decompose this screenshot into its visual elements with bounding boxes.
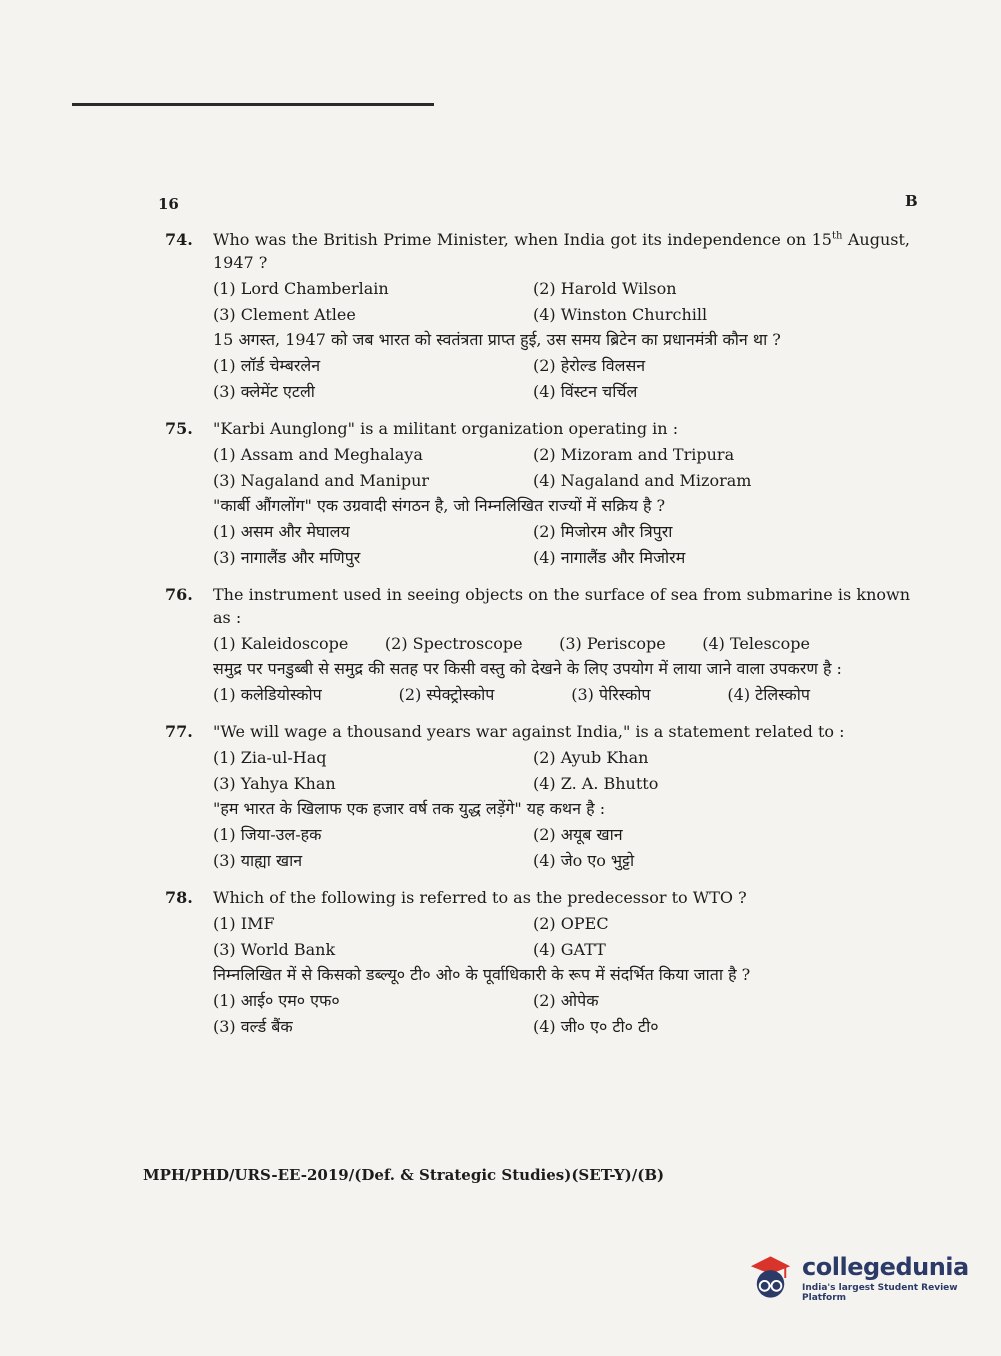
options-hi (165, 823, 910, 872)
option: (3) World Bank (213, 940, 336, 959)
option: (3) Nagaland and Manipur (213, 471, 430, 490)
logo-tagline: India's largest Student Review Platform (802, 1283, 958, 1303)
top-rule (72, 103, 434, 106)
option: (1) Lord Chamberlain (213, 279, 389, 298)
collegedunia-watermark (745, 1252, 1001, 1304)
option: (3) पेरिस्कोप (571, 685, 651, 704)
question-74 (165, 228, 910, 403)
logo-name: collegedunia (802, 1253, 969, 1281)
option: (2) अयूब खान (533, 825, 623, 844)
question-list (165, 228, 910, 1052)
question-text-en: "Karbi Aunglong" is a militant organization operating in : (213, 419, 679, 438)
option: (1) Zia-ul-Haq (213, 748, 327, 767)
question-77 (165, 720, 910, 872)
option: (3) याह्या खान (213, 851, 303, 870)
options-en (165, 443, 910, 492)
question-number: 77. (165, 722, 193, 741)
option: (4) जेo एo भुट्टो (533, 851, 635, 870)
option: (1) Assam and Meghalaya (213, 445, 423, 464)
question-text-hi: निम्नलिखित में से किसको डब्ल्यू० टी० ओ० के पूर्वाधिकारी के रूप में संदर्भित किया जाता है ? (213, 965, 751, 984)
option: (4) Winston Churchill (533, 305, 708, 324)
options-hi (165, 520, 910, 569)
question-text-hi: "हम भारत के खिलाफ एक हजार वर्ष तक युद्ध लड़ेंगे" यह कथन है : (213, 799, 606, 818)
option: (4) Nagaland and Mizoram (533, 471, 752, 490)
option: (4) टेलिस्कोप (727, 685, 810, 704)
option: (3) नागालैंड और मणिपुर (213, 548, 361, 567)
option: (2) स्पेक्ट्रोस्कोप (398, 685, 495, 704)
option: (2) Spectroscope (384, 634, 523, 653)
paper-code-footer: MPH/PHD/URS-EE-2019/(Def. & Strategic Studies)(SET-Y)/(B) (143, 1166, 665, 1184)
question-text-hi: 15 अगस्त, 1947 को जब भारत को स्वतंत्रता प्राप्त हुई, उस समय ब्रिटेन का प्रधानमंत्री कौन था ? (213, 330, 781, 349)
option: (3) Yahya Khan (213, 774, 336, 793)
option: (2) Ayub Khan (533, 748, 649, 767)
option: (2) ओपेक (533, 991, 599, 1010)
option: (4) GATT (533, 940, 606, 959)
option: (3) Periscope (559, 634, 666, 653)
option: (3) क्लेमेंट एटली (213, 382, 315, 401)
option: (2) मिजोरम और त्रिपुरा (533, 522, 673, 541)
option: (2) Mizoram and Tripura (533, 445, 735, 464)
option: (2) OPEC (533, 914, 609, 933)
option: (1) जिया-उल-हक (213, 825, 322, 844)
option: (1) आई० एम० एफ० (213, 991, 340, 1010)
question-number: 74. (165, 230, 193, 249)
options-hi (165, 683, 910, 706)
options-hi (165, 989, 910, 1038)
question-text-en: Which of the following is referred to as the predecessor to WTO ? (213, 888, 747, 907)
option: (3) वर्ल्ड बैंक (213, 1017, 293, 1036)
option: (4) जी० ए० टी० टी० (533, 1017, 659, 1036)
question-text-en: The instrument used in seeing objects on the surface of sea from submarine is known as : (213, 585, 910, 627)
option: (1) असम और मेघालय (213, 522, 350, 541)
question-76 (165, 583, 910, 706)
question-number: 75. (165, 419, 193, 438)
collegedunia-logo-icon (745, 1252, 796, 1304)
question-text-en: "We will wage a thousand years war against India," is a statement related to : (213, 722, 845, 741)
option: (4) Z. A. Bhutto (533, 774, 659, 793)
option: (4) Telescope (702, 634, 810, 653)
options-en (165, 746, 910, 795)
option: (2) Harold Wilson (533, 279, 677, 298)
options-en (165, 632, 910, 655)
option: (3) Clement Atlee (213, 305, 356, 324)
page-number: 16 (158, 195, 179, 213)
question-number: 76. (165, 585, 193, 604)
option: (4) नागालैंड और मिजोरम (533, 548, 686, 567)
question-text-hi: "कार्बी औंगलोंग" एक उग्रवादी संगठन है, जो निम्नलिखित राज्यों में सक्रिय है ? (213, 496, 666, 515)
options-hi (165, 354, 910, 403)
option: (4) विंस्टन चर्चिल (533, 382, 638, 401)
question-75 (165, 417, 910, 569)
option: (1) कलेडियोस्कोप (213, 685, 322, 704)
question-text-hi: समुद्र पर पनडुब्बी से समुद्र की सतह पर किसी वस्तु को देखने के लिए उपयोग में लाया जाने वाला उपकरण है : (213, 659, 842, 678)
option: (1) Kaleidoscope (213, 634, 349, 653)
options-en (165, 912, 910, 961)
option: (1) लॉर्ड चेम्बरलेन (213, 356, 321, 375)
option: (1) IMF (213, 914, 275, 933)
question-78 (165, 886, 910, 1038)
option: (2) हेरोल्ड विलसन (533, 356, 646, 375)
set-letter: B (905, 192, 918, 210)
options-en (165, 277, 910, 326)
question-text-en: Who was the British Prime Minister, when India got its independence on 15th August, 1947 ? (213, 230, 911, 272)
question-number: 78. (165, 888, 193, 907)
